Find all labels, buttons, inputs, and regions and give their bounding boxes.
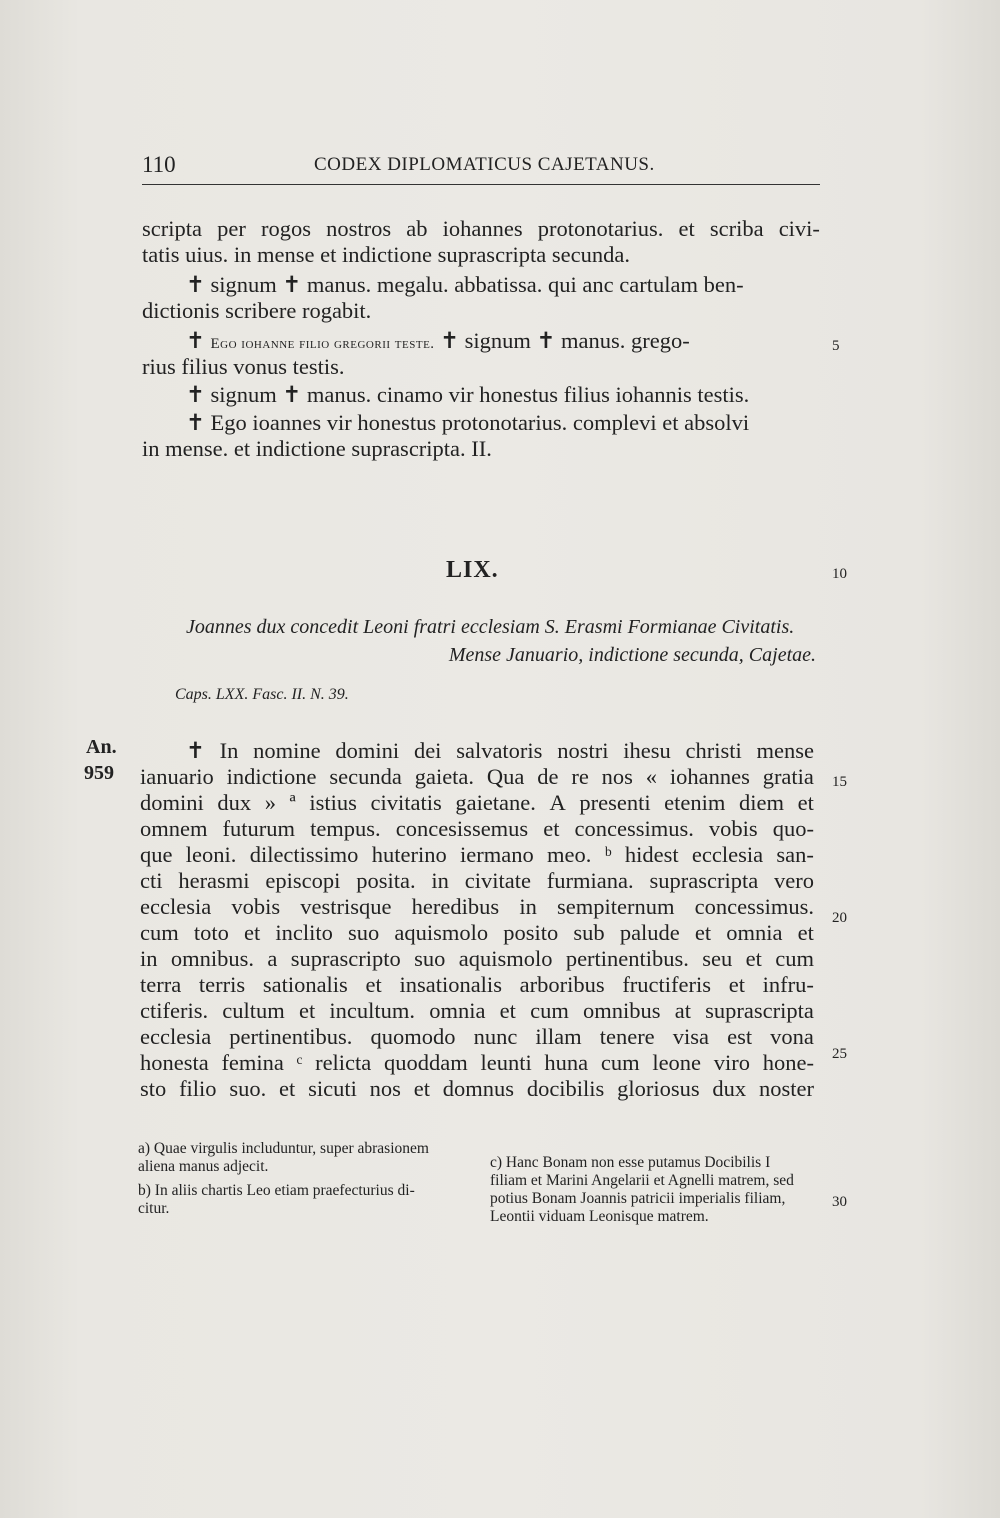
body-line (140, 1024, 814, 1050)
cross-glyph: ✝ (186, 328, 205, 353)
word: domini (335, 738, 400, 763)
word: infru- (762, 972, 814, 997)
word: nomine (253, 738, 321, 763)
word: omnibus (583, 998, 661, 1023)
text-line: ✝ signum ✝ manus. megalu. abbatissa. qui anc cartulam ben- (186, 272, 744, 297)
body-line (140, 790, 814, 816)
word: in (519, 894, 537, 919)
word: vobis (231, 894, 281, 919)
word: cum (775, 946, 814, 971)
word: et (678, 216, 695, 241)
word: sempiternum (556, 894, 675, 919)
word: et (728, 972, 745, 997)
word: incultum. (329, 998, 416, 1023)
word: futurum (222, 816, 296, 841)
word: leoni. (185, 842, 237, 867)
word: docibilis (526, 1076, 605, 1101)
line-number: 15 (832, 774, 847, 790)
word: quomodo (370, 1024, 456, 1049)
word: inclito (275, 920, 333, 945)
word: civi- (778, 216, 820, 241)
word: iermano (459, 842, 534, 867)
word: salvatoris (456, 738, 543, 763)
word: cultum (222, 998, 285, 1023)
word: de (537, 764, 559, 789)
word: et (543, 816, 560, 841)
word: vona (770, 1024, 814, 1049)
word: dilectissimo (249, 842, 359, 867)
word: suprascripta (649, 868, 759, 893)
running-title: CODEX DIPLOMATICUS CAJETANUS. (314, 154, 655, 175)
word: sto (140, 1076, 167, 1101)
word: ab (406, 216, 428, 241)
margin-year-label: An. (86, 736, 117, 758)
word: sub (573, 920, 605, 945)
word: aquismolo (394, 920, 489, 945)
page-number: 110 (142, 152, 176, 177)
footnote-line: filiam et Marini Angelarii et Agnelli matrem, sed (490, 1172, 794, 1189)
footnote-c (490, 1154, 814, 1226)
word: cti (140, 868, 163, 893)
footnote-a (138, 1140, 456, 1176)
word: herasmi (178, 868, 250, 893)
word: leone (652, 1050, 702, 1075)
text-line: dictionis scribere rogabit. (142, 298, 372, 323)
margin-year: 959 (84, 762, 114, 784)
footnote-b (138, 1182, 456, 1218)
line-number: 20 (832, 910, 847, 926)
word: furmiana. (546, 868, 634, 893)
text-line: ✝ signum ✝ manus. cinamo vir honestus filius iohannis testis. (186, 382, 750, 407)
word: ✝ (186, 738, 205, 763)
text-line (142, 216, 820, 242)
word: quo- (772, 816, 814, 841)
word: per (217, 216, 246, 241)
footnote-line: aliena manus adjecit. (138, 1158, 269, 1175)
word: In (219, 738, 239, 763)
body-line (140, 868, 814, 894)
word: suo. (229, 1076, 267, 1101)
word: scripta (142, 216, 202, 241)
word: in (140, 946, 158, 971)
word: gaietane. (455, 790, 536, 815)
word: toto (193, 920, 229, 945)
word: rogos (260, 216, 311, 241)
footnote-line: b) In aliis chartis Leo etiam praefecturius di- (138, 1182, 415, 1199)
word: honesta (140, 1050, 209, 1075)
word: et (797, 790, 814, 815)
word: « (645, 764, 658, 789)
line-number: 25 (832, 1046, 847, 1062)
body-line (140, 946, 814, 972)
word: gloriosus (617, 1076, 700, 1101)
word: posita. (356, 868, 416, 893)
word: » (264, 790, 276, 815)
word: et (244, 920, 261, 945)
word: episcopi (265, 868, 341, 893)
text-line: rius filius vonus testis. (142, 354, 345, 379)
word: illam (535, 1024, 582, 1049)
word: in (431, 868, 449, 893)
word: aquismolo (458, 946, 553, 971)
word: sationalis (262, 972, 348, 997)
word: presenti (579, 790, 651, 815)
word: vobis (708, 816, 758, 841)
word: gaieta. (414, 764, 475, 789)
word: suo (414, 946, 446, 971)
word: meo. (546, 842, 592, 867)
word: omnem (140, 816, 208, 841)
word: vero (774, 868, 814, 893)
word: ctiferis. (140, 998, 209, 1023)
text-line: ✝ Ego ioannes vir honestus protonotarius. complevi et absolvi (186, 410, 750, 435)
word: posito (503, 920, 559, 945)
word: scriba (709, 216, 764, 241)
body-line (140, 920, 814, 946)
word: diem (739, 790, 784, 815)
word: et (279, 1076, 296, 1101)
word: femina (221, 1050, 284, 1075)
word: omnia (429, 998, 486, 1023)
word: etenim (664, 790, 726, 815)
word: A (549, 790, 566, 815)
word: concessimus. (574, 816, 694, 841)
word: noster (758, 1076, 814, 1101)
word: ecclesia (140, 894, 212, 919)
header-rule (142, 184, 820, 185)
word: iohannes (442, 216, 523, 241)
word: relicta (315, 1050, 372, 1075)
word: domini (140, 790, 204, 815)
word: pertinentibus. (565, 946, 689, 971)
word: Qua (486, 764, 525, 789)
word: et (745, 946, 762, 971)
word: ª (289, 790, 296, 815)
word: pertinentibus. (229, 1024, 353, 1049)
witness-rest: ✝ signum ✝ manus. grego- (440, 328, 690, 353)
footnotes-right (490, 1154, 814, 1232)
word: palude (619, 920, 680, 945)
word: dux (712, 1076, 747, 1101)
body-line (186, 738, 814, 764)
footnotes-left (138, 1140, 456, 1224)
word: re (571, 764, 589, 789)
word: cum (530, 998, 569, 1023)
word: suprascripta (705, 998, 814, 1023)
word: concesissemus (395, 816, 529, 841)
page-header (142, 152, 820, 182)
word: omnia (726, 920, 783, 945)
witness-small-caps: Ego iohanne filio gregorii teste. (210, 336, 435, 352)
word: seu (702, 946, 733, 971)
word: omnibus. (170, 946, 255, 971)
footnote-line: citur. (138, 1200, 170, 1217)
word: hone- (762, 1050, 814, 1075)
text-line: in mense. et indictione suprascripta. II. (142, 436, 492, 461)
word: ᵇ (604, 842, 612, 867)
word: et (797, 920, 814, 945)
word: protonotarius. (537, 216, 664, 241)
word: et (694, 920, 712, 945)
word: tenere (599, 1024, 655, 1049)
word: ᶜ (296, 1050, 303, 1075)
word: et (499, 998, 516, 1023)
word: iohannes (669, 764, 750, 789)
word: istius (309, 790, 357, 815)
word: fructiferis (622, 972, 712, 997)
word: huterino (371, 842, 447, 867)
word: terris (198, 972, 246, 997)
footnote-line: a) Quae virgulis includuntur, super abrasionem (138, 1140, 429, 1157)
word: que (140, 842, 173, 867)
regest-line-1: Joannes dux concedit Leoni fratri ecclesiam S. Erasmi Formianae Civitatis. (186, 616, 795, 638)
word: nostros (326, 216, 392, 241)
word: et (365, 972, 382, 997)
word: visa (672, 1024, 710, 1049)
word: nos (369, 1076, 401, 1101)
word: est (727, 1024, 753, 1049)
footnote-line: c) Hanc Bonam non esse putamus Docibilis I (490, 1154, 771, 1171)
document-number: LIX. (446, 557, 499, 583)
body-line (140, 1076, 814, 1102)
word: mense (756, 738, 814, 763)
regest-line-2: Mense Januario, indictione secunda, Cajetae. (448, 644, 816, 666)
word: suprascripto (290, 946, 401, 971)
word: a (267, 946, 278, 971)
line-number: 30 (832, 1194, 847, 1210)
footnote-line: Leontii viduam Leonisque matrem. (490, 1208, 709, 1225)
word: ecclesia (140, 1024, 212, 1049)
word: san- (776, 842, 814, 867)
archive-reference: Caps. LXX. Fasc. II. N. 39. (175, 686, 349, 703)
word: secunda (329, 764, 402, 789)
word: ecclesia (691, 842, 764, 867)
word: civitatis (370, 790, 442, 815)
word: domnus (442, 1076, 515, 1101)
word: christi (685, 738, 742, 763)
body-line (140, 816, 814, 842)
word: nos (601, 764, 633, 789)
word: viro (713, 1050, 750, 1075)
word: ihesu (623, 738, 671, 763)
word: et (413, 1076, 430, 1101)
word: nunc (473, 1024, 518, 1049)
body-line (140, 972, 814, 998)
word: civitate (464, 868, 531, 893)
word: cum (600, 1050, 640, 1075)
word: vestrisque (300, 894, 392, 919)
word: leunti (480, 1050, 532, 1075)
word: indictione (226, 764, 317, 789)
word: huna (544, 1050, 589, 1075)
word: cum (140, 920, 179, 945)
word: filio (179, 1076, 217, 1101)
witness-line (186, 328, 690, 357)
word: insationalis (399, 972, 502, 997)
line-number: 5 (832, 338, 840, 354)
word: at (674, 998, 691, 1023)
word: dei (413, 738, 442, 763)
word: arboribus (519, 972, 605, 997)
word: tempus. (310, 816, 381, 841)
word: nostri (557, 738, 609, 763)
word: dux (217, 790, 252, 815)
word: heredibus (411, 894, 500, 919)
word: sicuti (308, 1076, 357, 1101)
word: hidest (624, 842, 679, 867)
word: gratia (762, 764, 814, 789)
line-number: 10 (832, 566, 847, 582)
word: quoddam (384, 1050, 468, 1075)
body-line (140, 998, 814, 1024)
footnote-line: potius Bonam Joannis patricii imperialis filiam, (490, 1190, 786, 1207)
word: terra (140, 972, 182, 997)
body-line (140, 894, 814, 920)
word: concessimus. (694, 894, 814, 919)
word: suo (348, 920, 380, 945)
word: ianuario (140, 764, 214, 789)
body-line (140, 764, 814, 790)
word: et (298, 998, 316, 1023)
text-line: tatis uius. in mense et indictione suprascripta secunda. (142, 242, 631, 267)
body-line (140, 842, 814, 868)
body-line (140, 1050, 814, 1076)
